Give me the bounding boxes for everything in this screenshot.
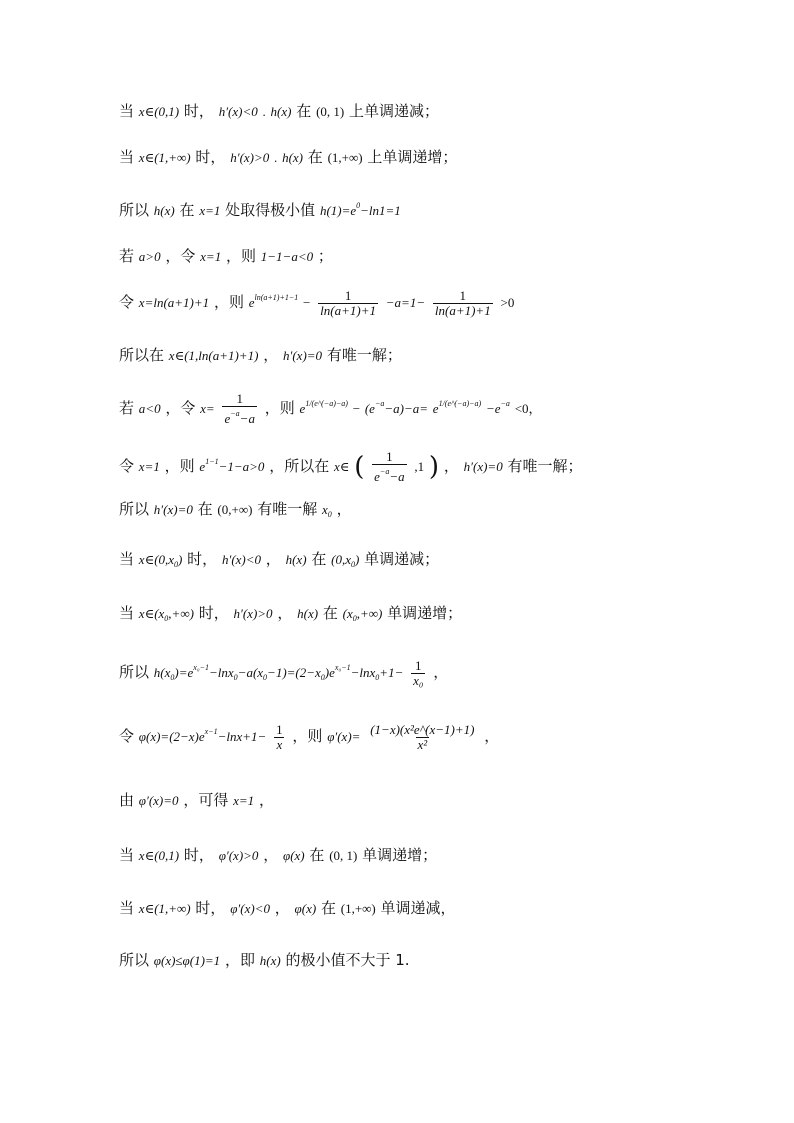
proof-line-16: 当 x∈(1,+∞) 时， φ′(x)<0 ， φ(x) 在 (1,+∞) 单调递减， xyxy=(119,899,456,917)
proof-line-7: 若 a<0 ，令 x= $\frac{1}{e^{-a}-a}$ ，则 $e^{1/(e\^{}(-a)-a)} - (e^{-a}-a)-a= e^{1/(e\^{}(-a)-a)} -e^{-a} <0$， xyxy=(119,391,542,426)
math-min-value: $h(1)=e^0-\ln 1=1$ xyxy=(319,201,401,218)
math-fraction: $\frac{1}{\ln(a+1)+1}$ xyxy=(434,287,491,318)
proof-line-11: 当 $x\in(x_0,+\infty)$ 时， h′(x)>0 ， h(x) 在 $(x_0,+\infty)$ 单调递增； xyxy=(119,604,463,623)
math-fraction: $\frac{\text{(1−x)(x²e\textasciicircum{}(x−1)+1)}}{\text{x²}}$ xyxy=(370,721,475,752)
proof-line-8: 令 x=1 ，则 $e^{1-1}-1-a>0$ ，所以在 x∈ ( $\frac{1}{e^{-a}-a}$ ,1 ) ， h′(x)=0 有唯一解； xyxy=(119,449,583,484)
proof-line-10: 当 $x\in(0,x_0)$ 时， h′(x)<0 ， h(x) 在 $(0,x_0)$ 单调递减； xyxy=(119,550,440,569)
proof-line-13: 令 $\varphi(x)=(2-x)e^{x-1}-\ln x+1-$ $\frac{1}{x}$ ，则 φ′(x)= $\frac{\text{(1−x)(x²e\textasciicircum{}(x−1)+1)}}{\text{x²}}$ ， xyxy=(119,721,500,752)
proof-line-1: 当 x∈(0,1) 时， h′(x)<0 . h(x) 在 (0, 1) 上单调递减； xyxy=(119,102,440,120)
proof-line-17: 所以 φ(x)≤φ(1)=1 ，即 h(x) 的极小值不大于 1. xyxy=(119,951,410,969)
math-interval: x∈(0,1) xyxy=(138,104,180,119)
math-interval: x∈(1,+∞) xyxy=(138,150,191,165)
math-function: h(x) xyxy=(282,150,304,165)
proof-line-12: 所以 $h(x_0)=e^{x_0-1}-\ln x_0-a(x_0-1)=(2-x_0)e^{x_0-1}-\ln x_0+1-$ $\frac{1}{\text{x₀}}$ ， xyxy=(119,657,449,688)
math-fraction: $\frac{1}{\ln(a+1)+1}$ xyxy=(320,287,376,318)
math-expression: $h(x_0)=e^{x_0-1}-\ln x_0-a(x_0-1)=(2-x_0)e^{x_0-1}-\ln x_0+1-$ xyxy=(153,663,404,682)
proof-line-3: 所以 h(x) 在 x=1 处取得极小值 $h(1)=e^0-\ln 1=1$ xyxy=(119,201,401,219)
math-interval: (1,+∞) xyxy=(327,150,363,165)
math-fraction: $\frac{1}{e^{-a}-a}$ xyxy=(374,449,405,484)
proof-line-15: 当 x∈(0,1) 时， φ′(x)>0 ， φ(x) 在 (0, 1) 单调递增； xyxy=(119,846,438,864)
math-phi-definition: $\varphi(x)=(2-x)e^{x-1}-\ln x+1-$ xyxy=(138,727,267,744)
proof-line-6: 所以在 x∈(1,ln(a+1)+1) ， h′(x)=0 有唯一解； xyxy=(119,346,402,364)
proof-line-9: 所以 h′(x)=0 在 (0,+∞) 有唯一解 $x_0$ ， xyxy=(119,500,352,519)
proof-line-2: 当 x∈(1,+∞) 时， h′(x)>0 . h(x) 在 (1,+∞) 上单调递增； xyxy=(119,148,458,166)
math-derivative-condition: h′(x)<0 xyxy=(218,104,258,119)
math-exponential: $e^{ln(a+1)+1-1}$ xyxy=(248,293,299,310)
math-fraction: $\frac{1}{e^{-a}-a}$ xyxy=(224,391,255,426)
proof-line-14: 由 φ′(x)=0 ，可得 x=1 ， xyxy=(119,791,274,809)
proof-line-5: 令 x=ln(a+1)+1 ，则 $e^{ln(a+1)+1-1}$ − $\frac{1}{\ln(a+1)+1}$ −a=1− $\frac{1}{\ln(a+1)+1}$ >0 xyxy=(119,287,515,318)
proof-line-4: 若 a>0 ，令 x=1 ，则 1−1−a<0 ； xyxy=(119,247,333,265)
math-exponential: $e^{1/(e\^{}(-a)-a)}$ xyxy=(299,399,348,416)
math-exponential: $e^{1/(e\^{}(-a)-a)}$ xyxy=(432,399,482,416)
math-function: h(x) xyxy=(270,104,292,119)
math-interval: (0, 1) xyxy=(316,104,345,119)
math-fraction: $\frac{1}{x}$ xyxy=(276,721,283,752)
math-exponential: $e^{1-1}-1-a>0$ xyxy=(199,457,265,474)
math-fraction: $\frac{1}{\text{x₀}}$ xyxy=(413,657,424,688)
math-derivative-condition: h′(x)>0 xyxy=(230,150,270,165)
